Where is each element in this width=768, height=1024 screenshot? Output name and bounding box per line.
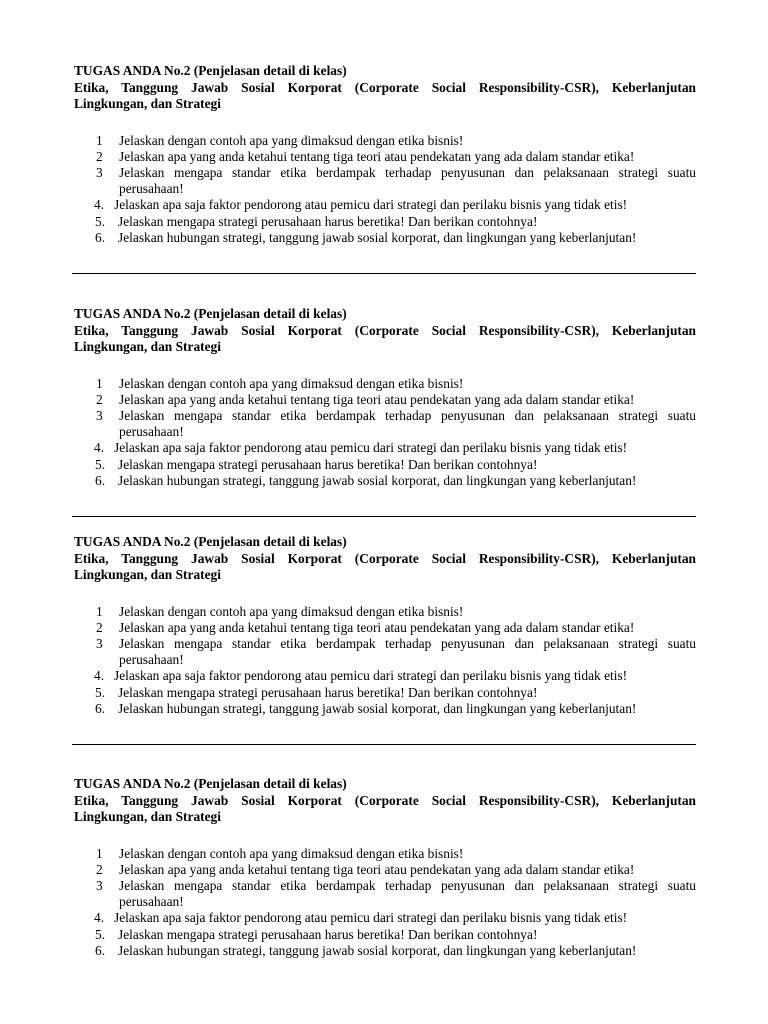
section-divider — [72, 516, 696, 517]
question-item — [74, 376, 696, 392]
question-item — [74, 149, 696, 165]
assignment-block-1 — [74, 63, 696, 246]
assignment-subtitle: Etika, Tanggung Jawab Sosial Korporat (Corporate Social Responsibility-CSR), Keberlanjutan Lingkungan, dan Strategi — [74, 79, 696, 111]
question-item — [74, 440, 696, 456]
question-text: Jelaskan apa yang anda ketahui tentang tiga teori atau pendekatan yang ada dalam standar etika! — [119, 391, 635, 407]
question-number: 1 — [96, 132, 103, 148]
assignment-subtitle: Etika, Tanggung Jawab Sosial Korporat (Corporate Social Responsibility-CSR), Keberlanjutan Lingkungan, dan Strategi — [74, 792, 696, 824]
question-item — [74, 620, 696, 636]
question-text: Jelaskan apa saja faktor pendorong atau pemicu dari strategi dan perilaku bisnis yang tidak etis! — [114, 197, 628, 213]
question-text: Jelaskan apa saja faktor pendorong atau pemicu dari strategi dan perilaku bisnis yang tidak etis! — [114, 440, 628, 456]
question-list — [74, 133, 696, 246]
question-text: Jelaskan dengan contoh apa yang dimaksud dengan etika bisnis! — [119, 603, 464, 619]
question-item — [74, 636, 696, 668]
question-item — [74, 846, 696, 862]
question-text: Jelaskan apa yang anda ketahui tentang tiga teori atau pendekatan yang ada dalam standar etika! — [119, 148, 635, 164]
question-list — [74, 376, 696, 489]
question-text: Jelaskan hubungan strategi, tanggung jawab sosial korporat, dan lingkungan yang keberlanjutan! — [118, 700, 637, 716]
question-text: Jelaskan mengapa strategi perusahaan harus beretika! Dan berikan contohnya! — [118, 926, 538, 942]
question-item — [74, 392, 696, 408]
question-number: 5. — [95, 684, 106, 700]
question-item — [74, 927, 696, 943]
question-list — [74, 846, 696, 959]
question-text: Jelaskan mengapa strategi perusahaan harus beretika! Dan berikan contohnya! — [118, 684, 538, 700]
question-item — [74, 604, 696, 620]
question-item — [74, 165, 696, 197]
question-number: 6. — [95, 942, 106, 958]
assignment-subtitle: Etika, Tanggung Jawab Sosial Korporat (Corporate Social Responsibility-CSR), Keberlanjutan Lingkungan, dan Strategi — [74, 550, 696, 582]
question-number: 6. — [95, 472, 106, 488]
question-item — [74, 862, 696, 878]
question-text: Jelaskan apa saja faktor pendorong atau pemicu dari strategi dan perilaku bisnis yang tidak etis! — [114, 910, 628, 926]
question-number: 3 — [96, 877, 103, 893]
question-number: 1 — [96, 845, 103, 861]
question-text: Jelaskan dengan contoh apa yang dimaksud dengan etika bisnis! — [119, 845, 464, 861]
question-number: 3 — [96, 635, 103, 651]
question-item — [74, 685, 696, 701]
section-divider — [72, 744, 696, 745]
question-item — [74, 668, 696, 684]
question-text: Jelaskan apa yang anda ketahui tentang tiga teori atau pendekatan yang ada dalam standar etika! — [119, 861, 635, 877]
question-item — [74, 408, 696, 440]
question-number: 4. — [94, 197, 105, 213]
question-text: Jelaskan mengapa standar etika berdampak terhadap penyusunan dan pelaksanaan strategi suatu perusahaan! — [119, 635, 696, 668]
question-text: Jelaskan mengapa strategi perusahaan harus beretika! Dan berikan contohnya! — [118, 213, 538, 229]
assignment-block-3 — [74, 534, 696, 717]
question-number: 4. — [94, 440, 105, 456]
question-number: 4. — [94, 668, 105, 684]
question-item — [74, 878, 696, 910]
question-text: Jelaskan mengapa standar etika berdampak terhadap penyusunan dan pelaksanaan strategi suatu perusahaan! — [119, 407, 696, 440]
question-item — [74, 133, 696, 149]
question-item — [74, 214, 696, 230]
question-item — [74, 701, 696, 717]
question-list — [74, 604, 696, 717]
question-item — [74, 473, 696, 489]
question-number: 2 — [96, 148, 103, 164]
assignment-heading: TUGAS ANDA No.2 (Penjelasan detail di kelas) — [74, 534, 347, 549]
assignment-heading: TUGAS ANDA No.2 (Penjelasan detail di kelas) — [74, 63, 347, 78]
question-text: Jelaskan hubungan strategi, tanggung jawab sosial korporat, dan lingkungan yang keberlanjutan! — [118, 472, 637, 488]
question-text: Jelaskan mengapa standar etika berdampak terhadap penyusunan dan pelaksanaan strategi suatu perusahaan! — [119, 164, 696, 197]
question-number: 6. — [95, 700, 106, 716]
assignment-heading: TUGAS ANDA No.2 (Penjelasan detail di kelas) — [74, 776, 347, 791]
question-text: Jelaskan hubungan strategi, tanggung jawab sosial korporat, dan lingkungan yang keberlanjutan! — [118, 229, 637, 245]
question-text: Jelaskan apa saja faktor pendorong atau pemicu dari strategi dan perilaku bisnis yang tidak etis! — [114, 668, 628, 684]
question-number: 3 — [96, 164, 103, 180]
question-number: 2 — [96, 391, 103, 407]
question-number: 4. — [94, 910, 105, 926]
question-text: Jelaskan hubungan strategi, tanggung jawab sosial korporat, dan lingkungan yang keberlanjutan! — [118, 942, 637, 958]
assignment-subtitle: Etika, Tanggung Jawab Sosial Korporat (Corporate Social Responsibility-CSR), Keberlanjutan Lingkungan, dan Strategi — [74, 322, 696, 354]
question-text: Jelaskan mengapa strategi perusahaan harus beretika! Dan berikan contohnya! — [118, 456, 538, 472]
question-item — [74, 197, 696, 213]
question-number: 6. — [95, 229, 106, 245]
question-text: Jelaskan mengapa standar etika berdampak terhadap penyusunan dan pelaksanaan strategi suatu perusahaan! — [119, 877, 696, 910]
assignment-block-2 — [74, 306, 696, 489]
assignment-heading: TUGAS ANDA No.2 (Penjelasan detail di kelas) — [74, 306, 347, 321]
question-item — [74, 910, 696, 926]
question-text: Jelaskan apa yang anda ketahui tentang tiga teori atau pendekatan yang ada dalam standar etika! — [119, 619, 635, 635]
question-item — [74, 230, 696, 246]
question-number: 1 — [96, 603, 103, 619]
question-number: 1 — [96, 375, 103, 391]
question-number: 2 — [96, 861, 103, 877]
question-item — [74, 457, 696, 473]
assignment-block-4 — [74, 776, 696, 959]
section-divider — [72, 273, 696, 274]
question-item — [74, 943, 696, 959]
question-text: Jelaskan dengan contoh apa yang dimaksud dengan etika bisnis! — [119, 132, 464, 148]
question-number: 2 — [96, 619, 103, 635]
question-number: 3 — [96, 407, 103, 423]
question-number: 5. — [95, 456, 106, 472]
question-text: Jelaskan dengan contoh apa yang dimaksud dengan etika bisnis! — [119, 375, 464, 391]
question-number: 5. — [95, 926, 106, 942]
question-number: 5. — [95, 213, 106, 229]
